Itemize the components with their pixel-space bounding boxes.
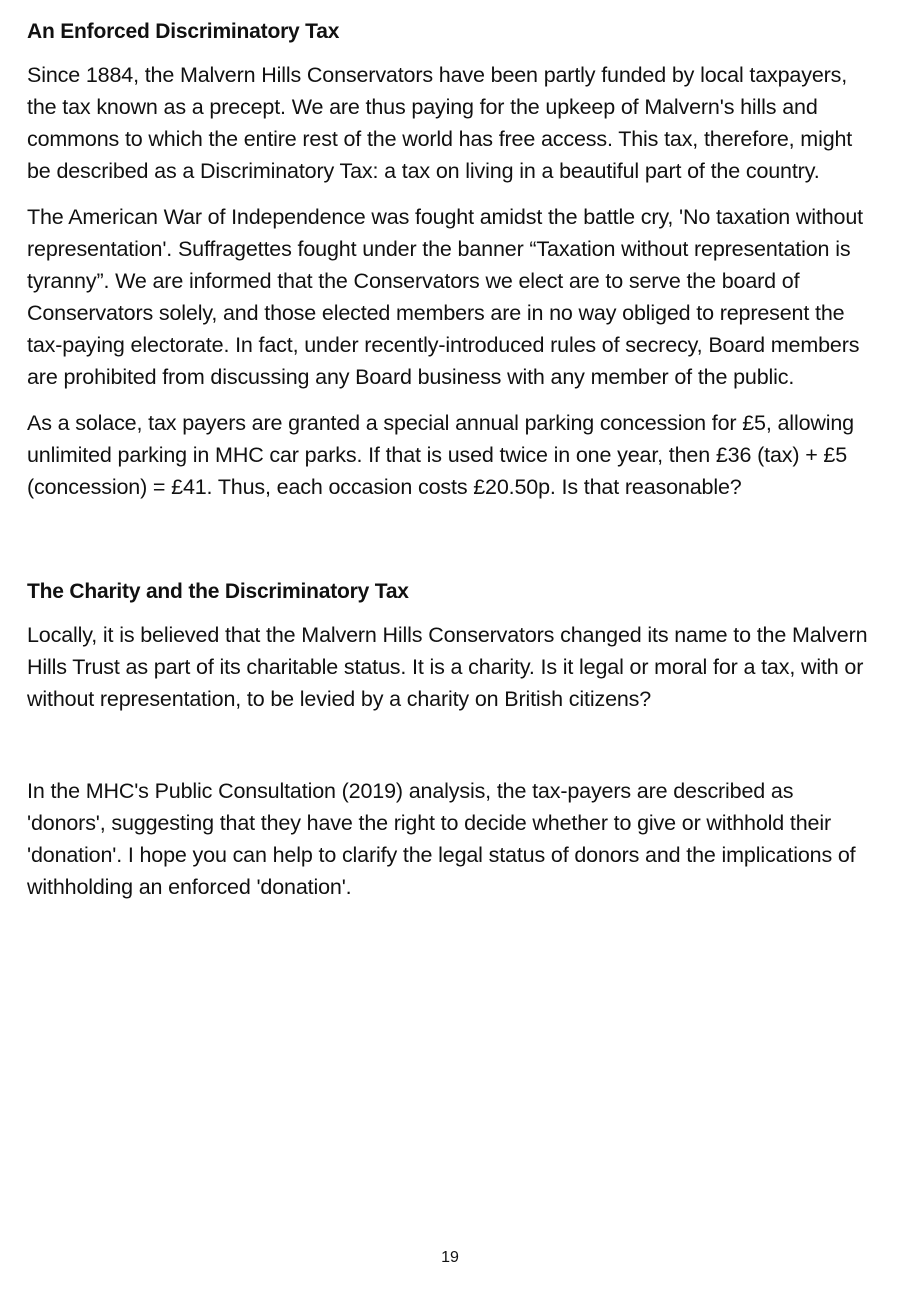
section-heading-enforced-tax: An Enforced Discriminatory Tax xyxy=(27,20,340,43)
paragraph-precept-history: Since 1884, the Malvern Hills Conservators have been partly funded by local taxpayers, the tax known as a precept. We are thus paying for the upkeep of Malvern's hills and commons to which the entire rest of the world has free access. This tax, therefore, might be described as a Discriminatory Tax: a tax on living in a beautiful part of the country. xyxy=(27,63,853,183)
page-content xyxy=(27,17,877,917)
page-number: 19 xyxy=(441,1249,459,1266)
section-spacer xyxy=(27,517,877,577)
paragraph-charity-status: Locally, it is believed that the Malvern Hills Conservators changed its name to the Malvern Hills Trust as part of its charitable status. It is a charity. Is it legal or moral for a tax, with or without representation, to be levied by a charity on British citizens? xyxy=(27,623,868,711)
paragraph-donors: In the MHC's Public Consultation (2019) analysis, the tax-payers are described as 'donors', suggesting that they have the right to decide whether to give or withhold their 'donation'. I hope you can help to clarify the legal status of donors and the implications of withholding an enforced 'donation'. xyxy=(27,779,856,899)
paragraph-parking-concession: As a solace, tax payers are granted a special annual parking concession for £5, allowing unlimited parking in MHC car parks. If that is used twice in one year, then £36 (tax) + £5 (concession) = £41. Thus, each occasion costs £20.50p. Is that reasonable? xyxy=(27,411,854,499)
paragraph-spacer xyxy=(27,729,877,775)
section-heading-charity-tax: The Charity and the Discriminatory Tax xyxy=(27,580,409,603)
paragraph-representation: The American War of Independence was fought amidst the battle cry, 'No taxation without representation'. Suffragettes fought under the banner “Taxation without representation is tyranny”. We are informed that the Conservators we elect are to serve the board of Conservators solely, and those elected members are in no way obliged to represent the tax-paying electorate. In fact, under recently-introduced rules of secrecy, Board members are prohibited from discussing any Board business with any member of the public. xyxy=(27,205,863,389)
